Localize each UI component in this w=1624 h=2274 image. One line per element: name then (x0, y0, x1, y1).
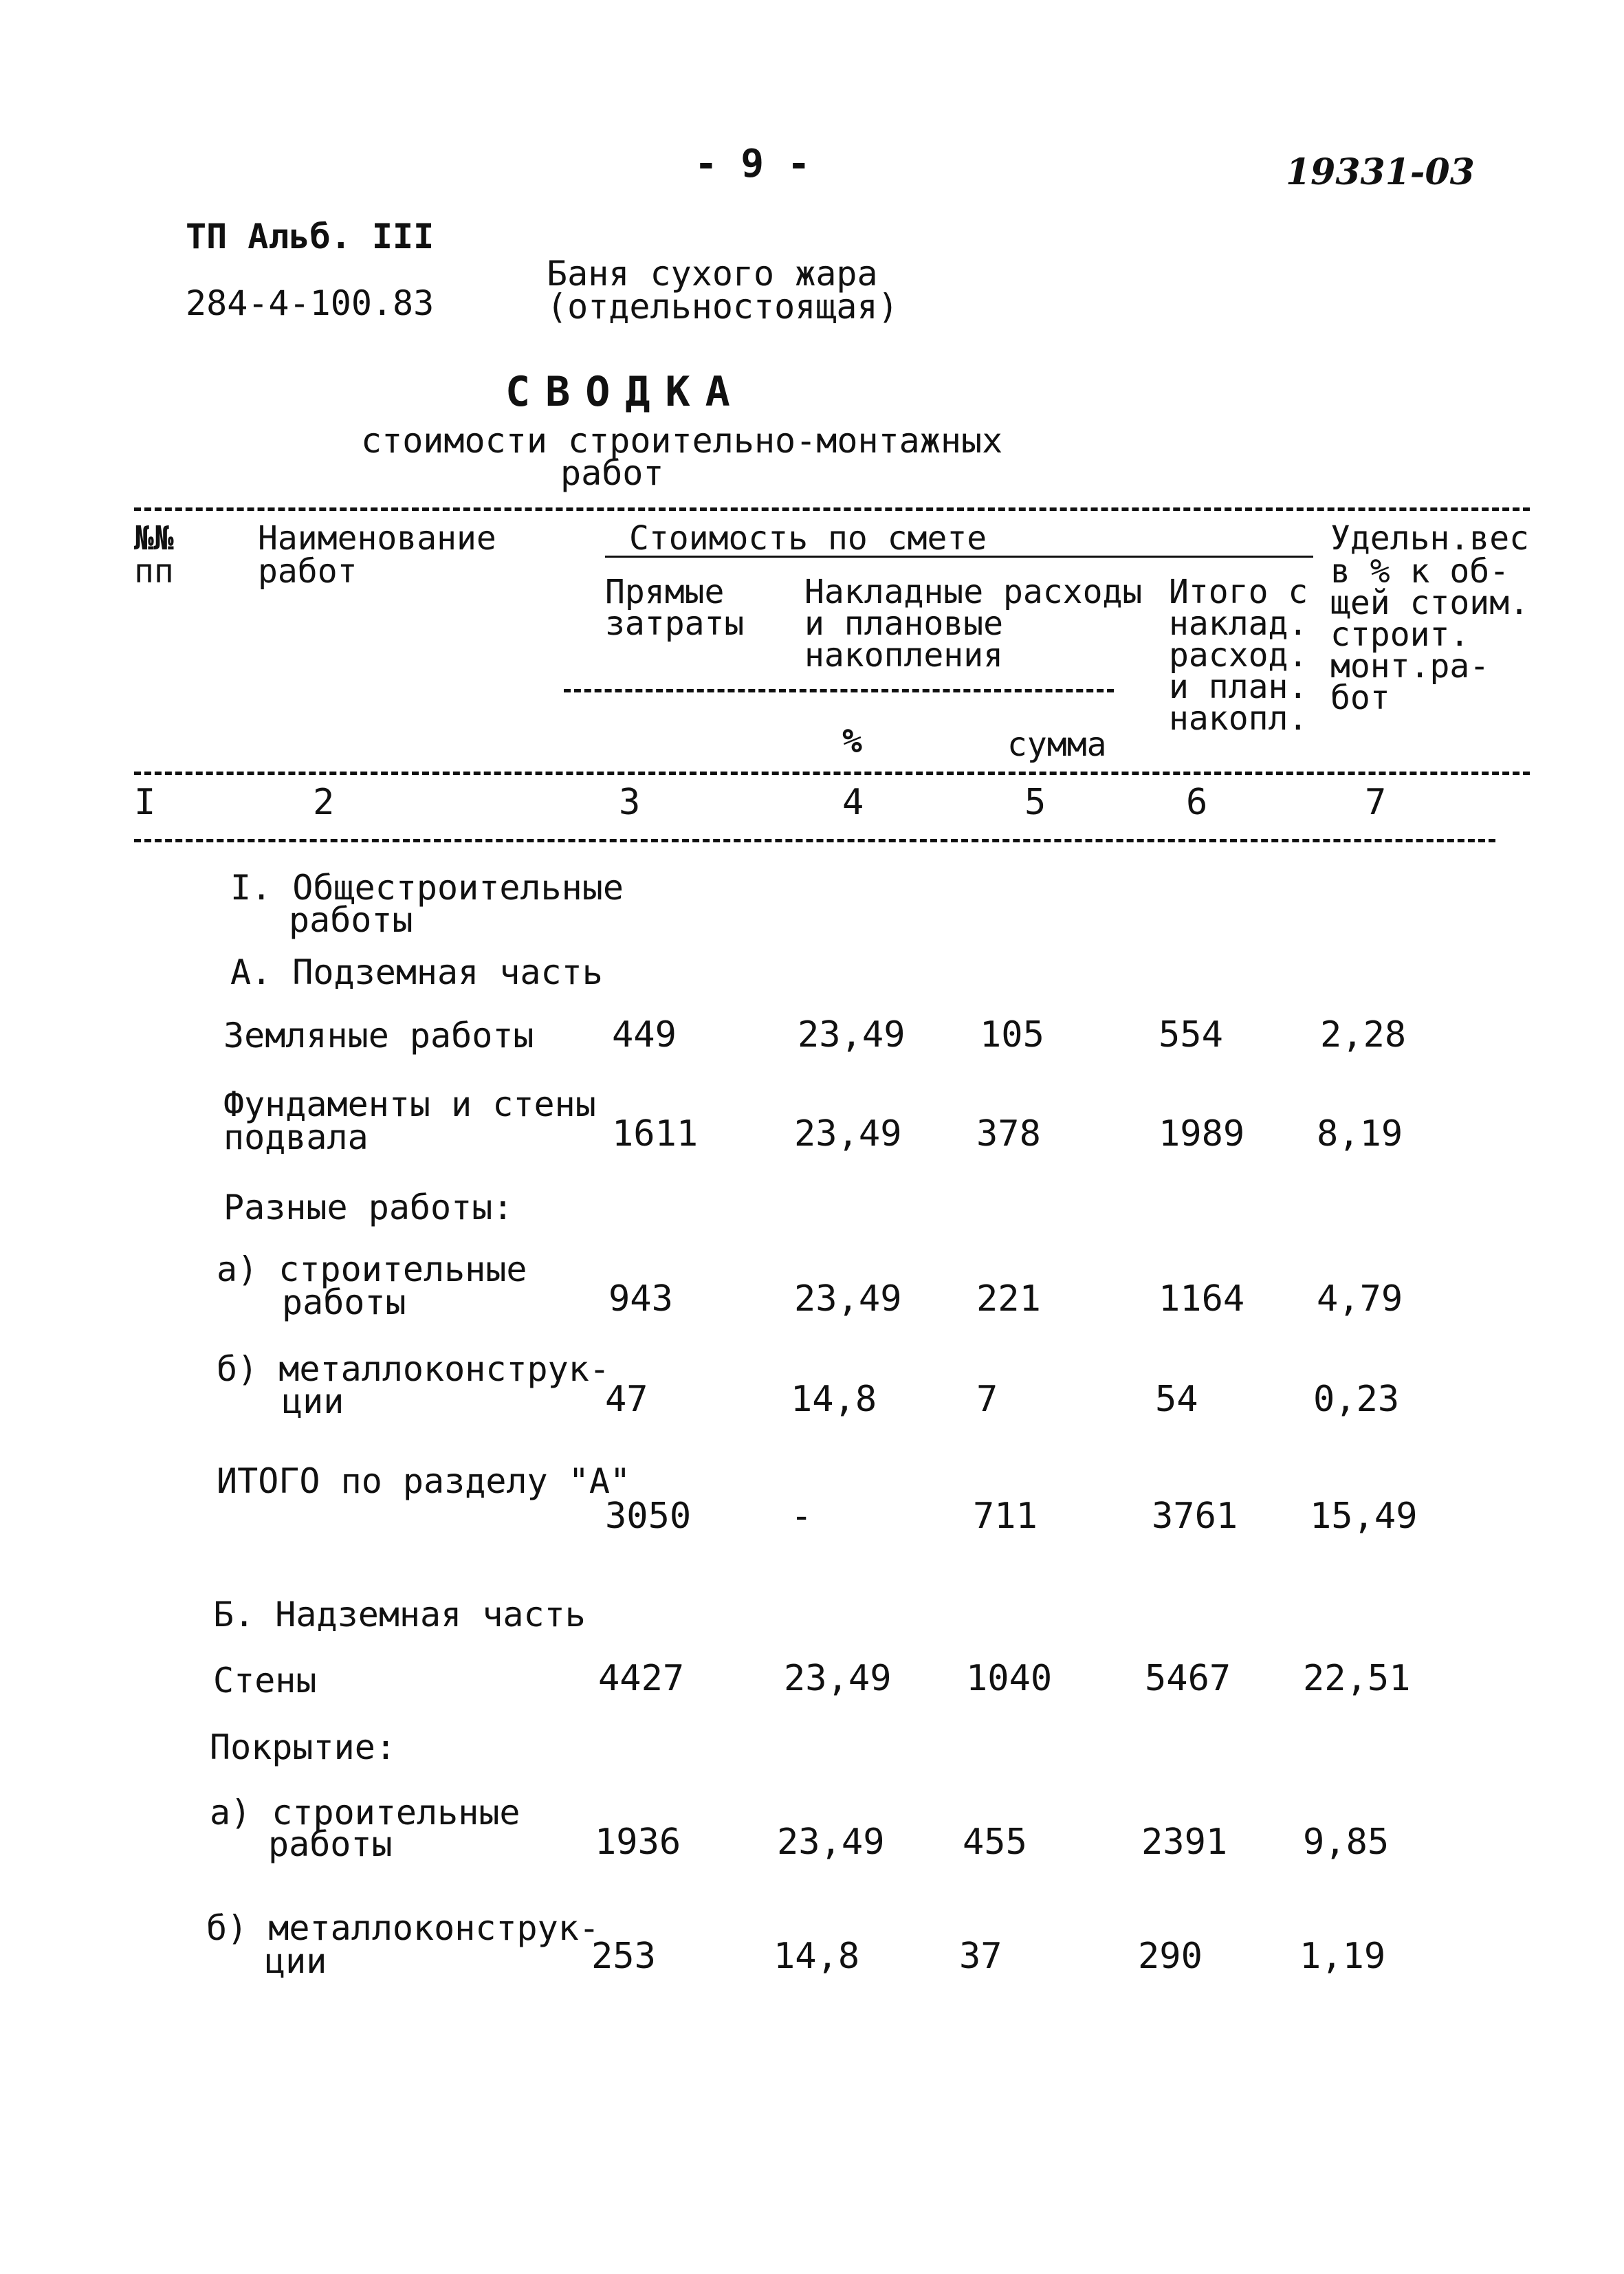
total-header-line1: Итого с (1169, 573, 1308, 611)
column-number: 4 (842, 782, 864, 823)
row-name: работы (282, 1282, 406, 1322)
row-overhead-percent: 23,49 (794, 1113, 902, 1155)
direct-costs-header-line1: Прямые (605, 573, 725, 611)
direct-costs-header-line2: затраты (605, 604, 745, 643)
document-number: 19331-03 (1286, 151, 1475, 193)
overhead-header-line1: Накладные расходы (804, 573, 1143, 611)
column-number: 7 (1365, 782, 1387, 823)
weight-header-line3: щей стоим. (1330, 584, 1529, 622)
project-number: 284-4-100.83 (186, 283, 435, 323)
row-name: Фундаменты и стены (223, 1084, 596, 1124)
total-header-line2: наклад. (1169, 604, 1308, 643)
row-name: ции (265, 1941, 327, 1981)
col-name-header-line1: Наименование (258, 519, 496, 558)
row-total: 2391 (1141, 1822, 1228, 1863)
row-weight: 9,85 (1303, 1822, 1390, 1863)
total-header-line3: расход. (1169, 636, 1308, 675)
column-number: 3 (619, 782, 641, 823)
row-overhead-sum: 7 (976, 1379, 998, 1420)
subtotal-overhead-sum: 711 (973, 1496, 1038, 1537)
subsection-heading: Б. Надземная часть (213, 1595, 586, 1635)
row-overhead-percent: 23,49 (798, 1014, 906, 1056)
row-total: 1989 (1159, 1113, 1245, 1155)
col-name-header-line2: работ (258, 552, 358, 591)
overhead-header-line2: и плановые (804, 604, 1003, 643)
total-header-line4: и план. (1169, 668, 1308, 706)
row-total: 5467 (1145, 1658, 1231, 1699)
document-title: СВОДКА (505, 368, 745, 416)
row-weight: 1,19 (1299, 1936, 1386, 1977)
col-num-header-line1: №№ (134, 519, 174, 558)
weight-header-line5: монт.ра- (1330, 647, 1490, 686)
row-name: подвала (223, 1117, 369, 1157)
row-name: а) строительные (217, 1249, 527, 1289)
row-overhead-sum: 455 (963, 1822, 1027, 1863)
row-overhead-percent: 23,49 (777, 1822, 885, 1863)
subsection-heading: Покрытие: (210, 1727, 396, 1767)
row-name: ции (282, 1381, 344, 1421)
row-total: 290 (1138, 1936, 1203, 1977)
subtotal-total: 3761 (1152, 1496, 1238, 1537)
row-direct-costs: 47 (605, 1379, 648, 1420)
percent-header: % (842, 722, 862, 761)
weight-header-line6: бот (1330, 679, 1390, 717)
row-direct-costs: 1936 (595, 1822, 681, 1863)
column-number: 6 (1186, 782, 1208, 823)
row-weight: 8,19 (1317, 1113, 1403, 1155)
project-code: ТП Альб. III (186, 217, 435, 256)
row-total: 1164 (1159, 1278, 1245, 1320)
row-total: 54 (1155, 1379, 1198, 1420)
column-number: I (134, 782, 156, 823)
column-number: 5 (1024, 782, 1046, 823)
cost-group-header: Стоимость по смете (629, 519, 987, 558)
row-name: Стены (213, 1661, 317, 1701)
weight-header-line2: в % к об- (1330, 552, 1510, 591)
row-overhead-percent: 23,49 (784, 1658, 892, 1699)
total-header-line5: накопл. (1169, 699, 1308, 738)
page-number: - 9 - (694, 142, 811, 186)
row-name: Земляные работы (223, 1016, 534, 1056)
table-top-rule (134, 507, 1530, 511)
row-name: а) строительные (210, 1793, 520, 1833)
section-heading: работы (289, 900, 413, 940)
subtotal-overhead-percent: - (791, 1496, 813, 1537)
overhead-header-line3: накопления (804, 636, 1003, 675)
overhead-sub-rule (564, 689, 1114, 692)
object-name-line1: Баня сухого жара (547, 254, 878, 294)
section-heading: I. Общестроительные (230, 868, 624, 908)
object-name-line2: (отдельностоящая) (547, 287, 899, 327)
row-name: б) металлоконструк- (206, 1908, 600, 1948)
row-direct-costs: 943 (608, 1278, 673, 1320)
row-weight: 2,28 (1320, 1014, 1407, 1056)
row-direct-costs: 4427 (598, 1658, 685, 1699)
row-direct-costs: 1611 (612, 1113, 699, 1155)
column-number: 2 (313, 782, 335, 823)
row-overhead-percent: 14,8 (773, 1936, 860, 1977)
header-bottom-rule (134, 772, 1530, 775)
weight-header-line4: строит. (1330, 615, 1470, 654)
row-direct-costs: 253 (591, 1936, 656, 1977)
weight-header-line1: Удельн.вес (1330, 519, 1529, 558)
row-overhead-sum: 221 (976, 1278, 1041, 1320)
row-overhead-sum: 105 (980, 1014, 1044, 1056)
row-overhead-sum: 37 (959, 1936, 1002, 1977)
row-total: 554 (1159, 1014, 1223, 1056)
row-overhead-sum: 378 (976, 1113, 1041, 1155)
row-name: б) металлоконструк- (217, 1349, 610, 1389)
row-weight: 0,23 (1313, 1379, 1400, 1420)
row-name: работы (268, 1824, 393, 1864)
document-subtitle-line2: работ (560, 453, 664, 493)
row-overhead-sum: 1040 (966, 1658, 1053, 1699)
sum-header: сумма (1007, 725, 1107, 764)
row-weight: 22,51 (1303, 1658, 1411, 1699)
document-subtitle-line1: стоимости строительно-монтажных (361, 421, 1003, 461)
subtotal-label: ИТОГО по разделу "А" (217, 1461, 631, 1501)
subtotal-weight: 15,49 (1310, 1496, 1418, 1537)
column-number-rule (134, 839, 1495, 842)
subsection-heading: Разные работы: (223, 1188, 514, 1227)
row-weight: 4,79 (1317, 1278, 1403, 1320)
row-overhead-percent: 14,8 (791, 1379, 877, 1420)
subtotal-direct-costs: 3050 (605, 1496, 692, 1537)
subsection-heading: А. Подземная часть (230, 952, 603, 992)
row-direct-costs: 449 (612, 1014, 677, 1056)
col-num-header-line2: пп (134, 552, 174, 591)
row-overhead-percent: 23,49 (794, 1278, 902, 1320)
